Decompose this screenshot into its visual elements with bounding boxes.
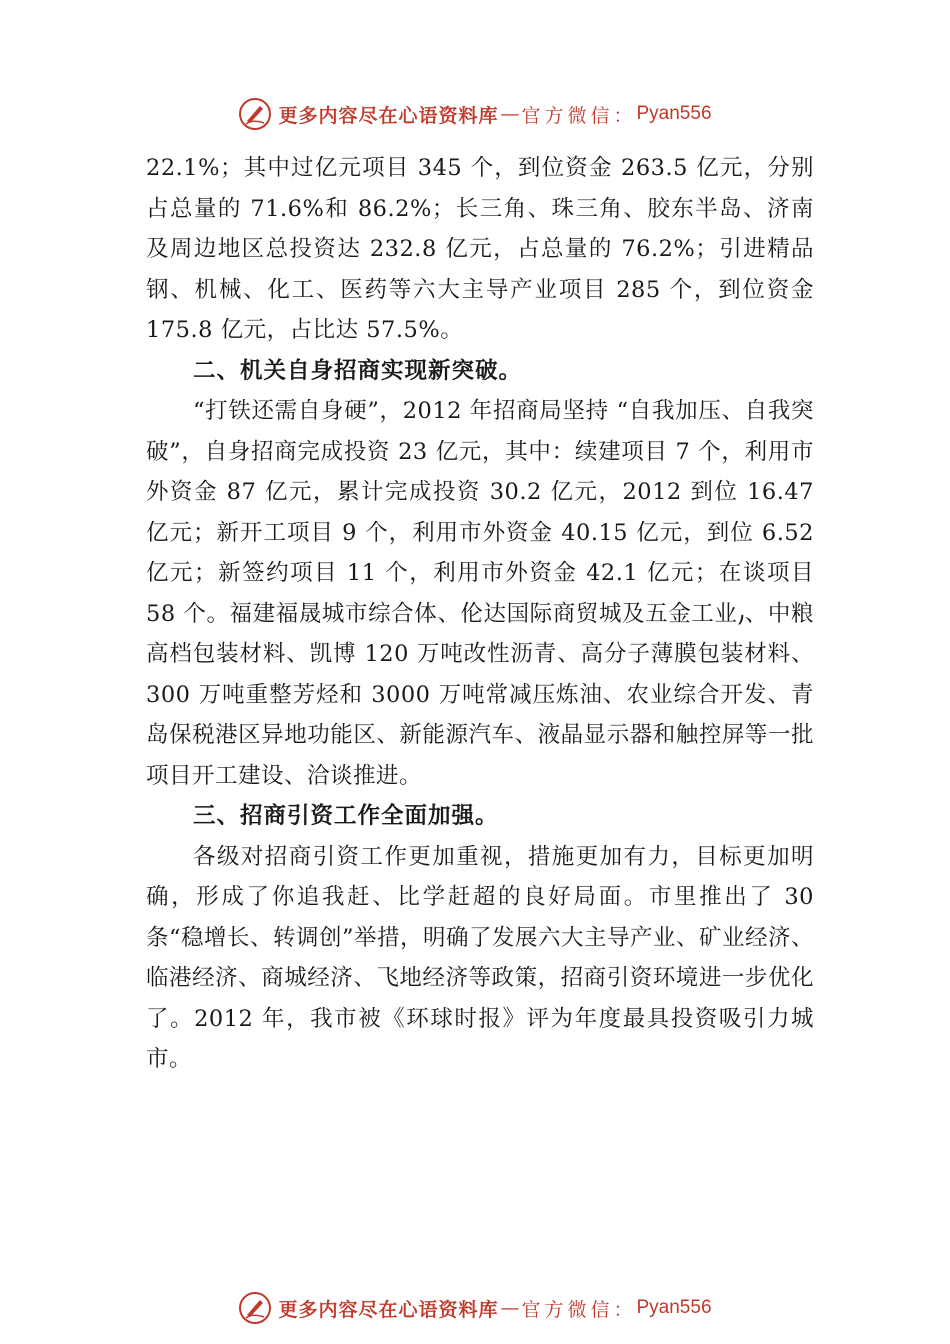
- watermark-label: 官方微信：: [521, 104, 637, 127]
- paragraph-continuation: 22.1%；其中过亿元项目 345 个，到位资金 263.5 亿元，分别占总量的 71.6%和 86.2%；长三角、珠三角、胶东半岛、济南及周边地区总投资达 232.8 亿元，占总量的 76.2%；引进精品钢、机械、化工、医药等六大主导产业项目 285 个，到位资金 175.8 亿元，占比达 57.5%。: [146, 155, 814, 343]
- section-heading-3: 三、招商引资工作全面加强。: [193, 803, 499, 829]
- watermark-footer: [0, 1286, 950, 1330]
- watermark-text: 更多内容尽在心语资料库: [278, 1298, 499, 1321]
- watermark-separator: —: [500, 103, 520, 125]
- watermark-label: 官方微信：: [521, 1298, 637, 1321]
- section-heading-2: 二、机关自身招商实现新突破。: [193, 357, 523, 384]
- watermark-logo-icon: [238, 97, 272, 131]
- watermark-id: Pyan556: [636, 1297, 712, 1318]
- watermark-id: Pyan556: [636, 103, 712, 124]
- watermark-separator: —: [500, 1297, 520, 1319]
- paragraph-strengthening: 各级对招商引资工作更加重视，措施更加有力，目标更加明确，形成了你追我赶、比学赶超的良好局面。市里推出了 30 条“稳增长、转调创”举措，明确了发展六大主导产业、矿业经济、临港经济、商城经济、飞地经济等政策，招商引资环境进一步优化了。2012 年，我市被《环球时报》评为年度最具投资吸引力城市。: [146, 843, 815, 1072]
- watermark-header: [0, 92, 950, 136]
- watermark-text: 更多内容尽在心语资料库: [278, 104, 499, 127]
- watermark-logo-icon: [238, 1291, 272, 1325]
- document-body: [146, 148, 814, 1080]
- paragraph-self-investment: “打铁还需自身硬”，2012 年招商局坚持 “自我加压、自我突破”，自身招商完成投资 23 亿元，其中：续建项目 7 个，利用市外资金 87 亿元，累计完成投资 30.2 亿元，2012 到位 16.47 亿元；新开工项目 9 个，利用市外资金 40.15 亿元，到位 6.52 亿元；新签约项目 11 个，利用市外资金 42.1 亿元；在谈项目 58 个。福建福晟城市综合体、伦达国际商贸城及五金工业⹜、中粮高档包装材料、凯博 120 万吨改性沥青、高分子薄膜包装材料、300 万吨重整芳烃和 3000 万吨常减压炼油、农业综合开发、青岛保税港区异地功能区、新能源汽车、液晶显示器和触控屏等一批项目开工建设、洽谈推进。: [146, 398, 814, 789]
